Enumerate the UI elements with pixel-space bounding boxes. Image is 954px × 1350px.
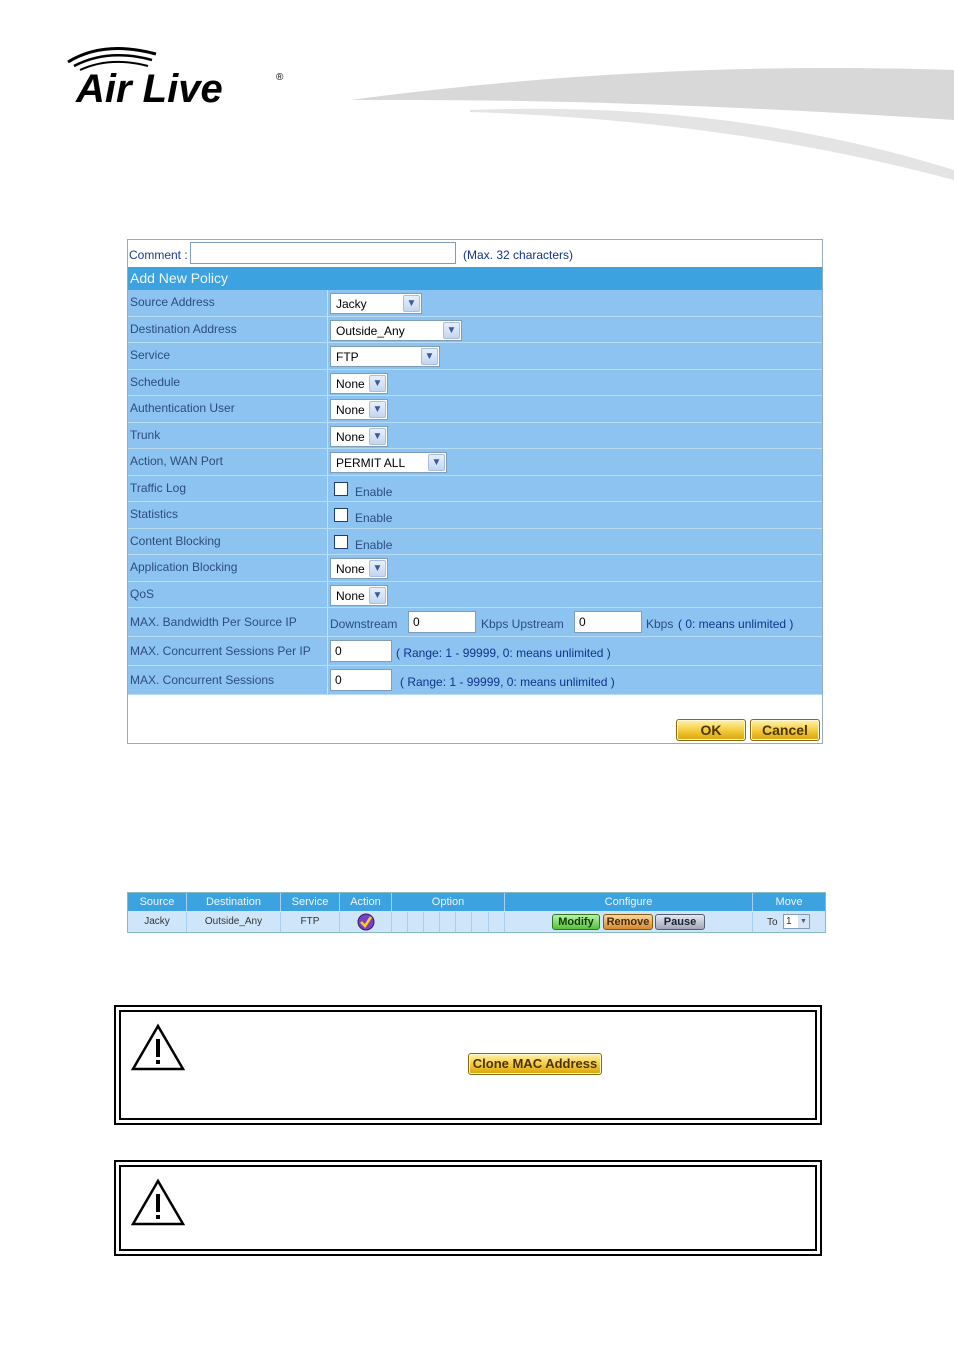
statistics-enable-label: Enable [355, 511, 393, 525]
cancel-button[interactable]: Cancel [750, 719, 820, 741]
caution-box [114, 1160, 822, 1256]
warning-icon [130, 1178, 186, 1228]
move-select[interactable]: 1 ▼ [783, 914, 810, 929]
trunk-label: Trunk [130, 427, 161, 442]
chevron-down-icon: ▼ [428, 454, 445, 471]
logo-text: Air Live [76, 67, 223, 110]
source-address-label: Source Address [130, 295, 215, 309]
chevron-down-icon: ▼ [369, 401, 386, 418]
comment-row [128, 240, 822, 267]
option-slot [489, 912, 505, 932]
source-address-select[interactable]: Jacky ▼ [330, 293, 422, 314]
option-slot [440, 912, 456, 932]
policy-fields [128, 290, 822, 695]
row-max-sessions-per-ip [128, 637, 822, 666]
traffic-log-label: Traffic Log [130, 480, 187, 495]
airlive-logo [64, 40, 294, 110]
max-bandwidth-label: MAX. Bandwidth Per Source IP [130, 615, 297, 629]
logo-registered-mark: ® [276, 72, 284, 83]
row-destination-address [128, 317, 822, 344]
cell-source: Jacky [128, 912, 187, 932]
clone-mac-address-button: Clone MAC Address [468, 1053, 602, 1075]
add-policy-form [127, 239, 823, 744]
option-slot [408, 912, 424, 932]
max-sessions-input[interactable]: 0 [330, 669, 392, 691]
option-slot [392, 912, 408, 932]
chevron-down-icon: ▼ [369, 560, 386, 577]
header-swoosh [350, 60, 954, 180]
content-blocking-checkbox[interactable] [334, 535, 348, 549]
qos-select[interactable]: None ▼ [330, 585, 388, 606]
service-select[interactable]: FTP ▼ [330, 346, 440, 367]
row-source-address [128, 290, 822, 317]
app-blocking-label: Application Blocking [130, 560, 238, 574]
max-sessions-per-ip-hint: ( Range: 1 - 99999, 0: means unlimited ) [396, 646, 611, 660]
cell-service: FTP [281, 912, 340, 932]
destination-address-label: Destination Address [130, 321, 237, 336]
traffic-log-enable-label: Enable [355, 484, 393, 499]
auth-user-label: Authentication User [130, 401, 235, 415]
chevron-down-icon: ▼ [443, 322, 460, 339]
statistics-checkbox[interactable] [334, 508, 348, 522]
statistics-label: Statistics [130, 507, 179, 521]
traffic-log-checkbox[interactable] [334, 482, 348, 496]
app-blocking-select[interactable]: None ▼ [330, 558, 388, 579]
content-blocking-enable-label: Enable [355, 537, 393, 552]
remove-button[interactable]: Remove [603, 914, 653, 930]
row-statistics [128, 502, 822, 529]
chevron-down-icon: ▼ [421, 348, 438, 365]
action-label: Action, WAN Port [130, 454, 223, 468]
modify-button[interactable]: Modify [552, 914, 600, 930]
max-sessions-per-ip-input[interactable]: 0 [330, 640, 392, 662]
form-title: Add New Policy [128, 267, 822, 290]
row-content-blocking [128, 529, 822, 556]
row-service [128, 343, 822, 370]
row-trunk [128, 423, 822, 450]
col-header-move: Move [753, 893, 825, 911]
schedule-label: Schedule [130, 374, 181, 389]
row-qos [128, 582, 822, 609]
col-header-configure: Configure [505, 893, 753, 911]
col-header-action: Action [340, 893, 392, 911]
col-header-option: Option [392, 893, 505, 911]
col-header-service: Service [281, 893, 340, 911]
action-select[interactable]: PERMIT ALL ▼ [330, 452, 447, 473]
row-traffic-log [128, 476, 822, 503]
row-schedule [128, 370, 822, 397]
qos-label: QoS [130, 586, 155, 601]
upstream-label: Kbps Upstream [481, 617, 564, 631]
chevron-down-icon: ▼ [369, 375, 386, 392]
downstream-input[interactable]: 0 [408, 611, 476, 633]
move-to-label: To [767, 917, 778, 928]
permit-icon [357, 913, 375, 931]
schedule-select[interactable]: None ▼ [330, 373, 388, 394]
pause-button[interactable]: Pause [655, 914, 705, 930]
max-sessions-hint: ( Range: 1 - 99999, 0: means unlimited ) [400, 675, 615, 689]
col-header-destination: Destination [187, 893, 281, 911]
downstream-label: Downstream [330, 617, 398, 631]
row-app-blocking [128, 555, 822, 582]
cell-action [340, 912, 392, 932]
ok-button[interactable]: OK [676, 719, 746, 741]
max-sessions-per-ip-label: MAX. Concurrent Sessions Per IP [130, 644, 311, 658]
option-slot [424, 912, 440, 932]
cell-move [753, 912, 825, 932]
row-max-bandwidth [128, 608, 822, 637]
option-slot [472, 912, 489, 932]
comment-hint: (Max. 32 characters) [463, 248, 574, 262]
auth-user-select[interactable]: None ▼ [330, 399, 388, 420]
content-blocking-label: Content Blocking [130, 533, 221, 548]
cell-configure [505, 912, 753, 932]
row-action [128, 449, 822, 476]
chevron-down-icon: ▼ [369, 428, 386, 445]
destination-address-select[interactable]: Outside_Any ▼ [330, 320, 462, 341]
cell-destination: Outside_Any [187, 912, 281, 932]
upstream-unit: Kbps [646, 617, 674, 631]
bandwidth-hint: ( 0: means unlimited ) [678, 617, 794, 631]
note-box [114, 1005, 822, 1125]
col-header-source: Source [128, 893, 187, 911]
max-sessions-label: MAX. Concurrent Sessions [130, 673, 275, 687]
upstream-input[interactable]: 0 [574, 611, 642, 633]
chevron-down-icon: ▼ [798, 915, 809, 928]
chevron-down-icon: ▼ [403, 295, 420, 312]
service-label: Service [130, 348, 171, 362]
policy-list-table [127, 892, 826, 933]
comment-label: Comment : [129, 248, 188, 262]
option-slot [456, 912, 472, 932]
chevron-down-icon: ▼ [369, 587, 386, 604]
row-auth-user [128, 396, 822, 423]
row-max-sessions [128, 666, 822, 695]
trunk-select[interactable]: None ▼ [330, 426, 388, 447]
warning-icon [130, 1023, 186, 1073]
comment-input[interactable] [190, 242, 456, 264]
